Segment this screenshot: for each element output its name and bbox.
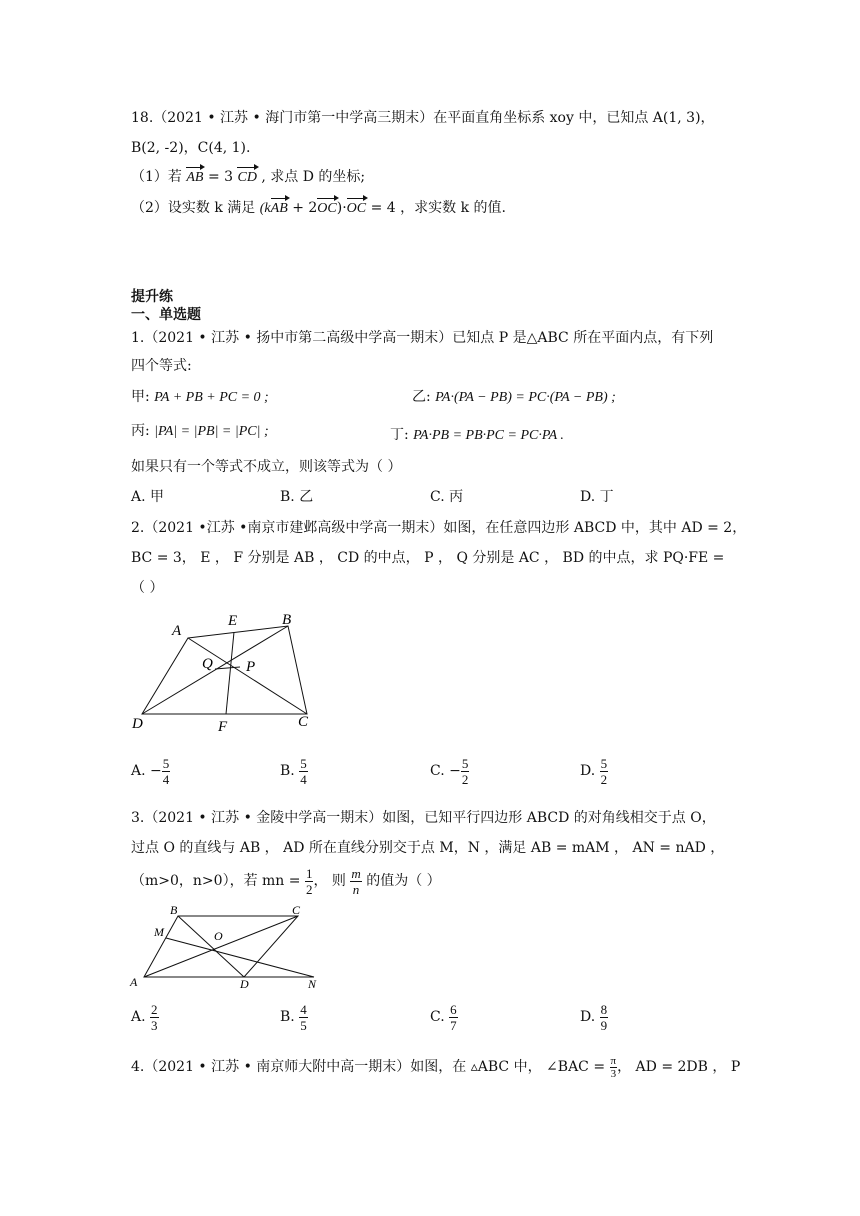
- q18-part-1-suffix: , 求点 D 的坐标;: [261, 169, 366, 185]
- p2-option-c-sign: −: [449, 763, 461, 779]
- p2-line-3: （ ）: [131, 580, 164, 596]
- p3-option-a: [131, 1000, 159, 1034]
- p1-option-a: A. 甲: [131, 489, 165, 505]
- p1-option-b: B. 乙: [280, 489, 314, 505]
- frac-num: 6: [450, 1001, 457, 1017]
- section-subtitle: 一、单选题: [131, 306, 201, 322]
- p2-option-b: [280, 754, 308, 788]
- vector-oc: OC: [347, 197, 366, 219]
- q18-part-2-close: )·: [336, 200, 347, 216]
- fig3-label-a: A: [130, 975, 138, 989]
- frac-den: 7: [450, 1017, 457, 1033]
- p1-option-d: D. 丁: [580, 489, 614, 505]
- p1-question: 如果只有一个等式不成立，则该等式为（ ）: [131, 459, 402, 475]
- fig2-label-p: P: [246, 659, 256, 675]
- q18-part-2-suffix: ，求实数 k 的值.: [400, 200, 506, 216]
- p4-fraction-pi-3: [610, 1055, 618, 1080]
- vector-cd: CD: [237, 166, 256, 188]
- p3-line-3-c: 的值为（ ）: [361, 873, 441, 889]
- frac-num: m: [351, 865, 361, 881]
- frac-den: 2: [461, 771, 469, 787]
- p2-option-a-letter: A.: [131, 763, 146, 779]
- q18-part-1-prefix: （1）若: [131, 169, 182, 185]
- p2-option-d-letter: D.: [580, 763, 596, 779]
- section-title: 提升练: [131, 288, 173, 304]
- p1-jia-label: 甲:: [131, 389, 150, 405]
- p2-option-a: [131, 754, 170, 788]
- p1-yi-label: 乙:: [412, 389, 431, 405]
- frac-den: n: [352, 881, 360, 897]
- frac-den: 3: [610, 1067, 617, 1080]
- p2-option-a-sign: −: [150, 763, 162, 779]
- p3-option-c-letter: C.: [430, 1009, 445, 1025]
- p4-line-1-a: 4.（2021 • 江苏 • 南京师大附中高一期末）如图，在 ▵ABC 中， ∠BAC =: [131, 1059, 610, 1075]
- p2-quadrilateral-figure: [130, 610, 330, 740]
- q18-part-1: [131, 166, 365, 188]
- p3-parallelogram-figure: [126, 904, 326, 994]
- vector-ab: AB: [271, 197, 288, 219]
- q18-part-2: [131, 197, 506, 219]
- fig2-label-f: F: [218, 719, 228, 735]
- q18-part-2-prefix: （2）设实数 k 满足: [131, 200, 256, 216]
- p2-line-1: 2.（2021 •江苏 •南京市建邺高级中学高一期末）如图，在任意四边形 ABCD 中，其中 AD = 2，: [131, 520, 747, 536]
- p4-line-1-b: ， AD = 2DB ， P: [617, 1059, 741, 1075]
- p3-line-3-a: （m>0，n>0），若 mn =: [131, 873, 305, 889]
- p1-line-2: 四个等式:: [131, 358, 192, 374]
- frac-num: π: [610, 1054, 617, 1067]
- p3-line-2: 过点 O 的直线与 AB ， AD 所在直线分别交于点 M，N ，满足 AB = mAM ， AN = nAD ，: [131, 840, 725, 856]
- frac-den: 3: [151, 1017, 158, 1033]
- p3-line-3: [131, 864, 441, 898]
- fig3-label-d: D: [240, 977, 249, 991]
- p3-option-d: [580, 1000, 608, 1034]
- p2-line-2: BC = 3， E ， F 分别是 AB ， CD 的中点， P ， Q 分别是 AC ， BD 的中点，求 PQ·FE =: [131, 550, 725, 566]
- p3-line-3-b: ， 则: [313, 873, 351, 889]
- p3-option-d-letter: D.: [580, 1009, 596, 1025]
- p3-fraction-m-n: [350, 866, 361, 897]
- vector-oc: OC: [317, 197, 336, 219]
- frac-den: 4: [300, 771, 307, 787]
- p2-option-b-fraction: [299, 756, 308, 787]
- p4-line-1: [131, 1050, 740, 1084]
- fig3-label-c: C: [292, 904, 301, 917]
- q18-part-2-eq: = 4: [366, 200, 396, 216]
- frac-num: 5: [461, 755, 469, 771]
- p1-bing-expr: |PA| = |PB| = |PC| ;: [154, 424, 269, 439]
- q18-part-1-eq: = 3: [207, 169, 234, 185]
- frac-num: 4: [300, 1001, 307, 1017]
- p1-option-c: C. 丙: [430, 489, 464, 505]
- fig2-label-q: Q: [202, 656, 213, 672]
- frac-num: 8: [600, 1001, 608, 1017]
- p2-option-d: [580, 754, 608, 788]
- frac-num: 5: [162, 755, 170, 771]
- frac-den: 9: [600, 1017, 608, 1033]
- p1-yi-expr: PA·(PA − PB) = PC·(PA − PB) ;: [435, 390, 616, 405]
- q18-line-1: 18.（2021 • 江苏 • 海门市第一中学高三期末）在平面直角坐标系 xoy 中，已知点 A(1, 3)，: [131, 110, 715, 126]
- p2-option-c: [430, 754, 469, 788]
- p1-jia: [131, 387, 269, 408]
- fig2-label-e: E: [228, 613, 238, 629]
- fig2-label-a: A: [172, 623, 182, 639]
- p3-line-1: 3.（2021 • 江苏 • 金陵中学高一期末）如图，已知平行四边形 ABCD 的对角线相交于点 O，: [131, 810, 716, 826]
- p1-yi: [412, 387, 616, 408]
- vector-ab: AB: [186, 166, 203, 188]
- fig3-label-m: M: [154, 925, 164, 939]
- p3-option-d-fraction: [600, 1002, 609, 1033]
- q18-part-2-plus: + 2: [287, 200, 318, 216]
- frac-den: 4: [162, 771, 170, 787]
- p1-bing: [131, 421, 269, 442]
- p1-jia-expr: PA + PB + PC = 0 ;: [154, 390, 269, 405]
- p2-option-d-fraction: [600, 756, 609, 787]
- p3-option-b: [280, 1000, 308, 1034]
- p3-option-a-fraction: [150, 1002, 159, 1033]
- fig2-label-d: D: [132, 716, 143, 732]
- fig2-label-c: C: [298, 714, 309, 730]
- p1-ding-expr: PA·PB = PB·PC = PC·PA .: [413, 428, 564, 443]
- p3-option-c: [430, 1000, 458, 1034]
- frac-num: 2: [151, 1001, 158, 1017]
- frac-den: 5: [300, 1017, 307, 1033]
- p3-option-a-letter: A.: [131, 1009, 146, 1025]
- p3-option-c-fraction: [449, 1002, 458, 1033]
- p3-option-b-fraction: [299, 1002, 308, 1033]
- frac-num: 5: [600, 755, 608, 771]
- p3-option-b-letter: B.: [280, 1009, 295, 1025]
- fig3-label-b: B: [170, 904, 178, 917]
- p1-line-1: 1.（2021 • 江苏 • 扬中市第二高级中学高一期末）已知点 P 是△ABC 所在平面内点，有下列: [131, 330, 714, 346]
- p1-ding-label: 丁:: [390, 427, 409, 443]
- p1-bing-label: 丙:: [131, 423, 150, 439]
- frac-num: 5: [300, 755, 307, 771]
- fig3-label-n: N: [308, 977, 317, 991]
- frac-den: 2: [600, 771, 608, 787]
- p2-option-b-letter: B.: [280, 763, 295, 779]
- p2-option-c-letter: C.: [430, 763, 445, 779]
- p2-option-c-fraction: [461, 756, 470, 787]
- p2-option-a-fraction: [162, 756, 171, 787]
- p1-ding: [390, 425, 564, 446]
- fig3-label-o: O: [214, 929, 223, 943]
- q18-part-2-open: (k: [259, 201, 271, 216]
- frac-den: 2: [305, 881, 313, 897]
- q18-line-2: B(2, -2)，C(4, 1).: [131, 140, 251, 156]
- fig2-label-b: B: [282, 612, 292, 628]
- frac-num: 1: [305, 865, 313, 881]
